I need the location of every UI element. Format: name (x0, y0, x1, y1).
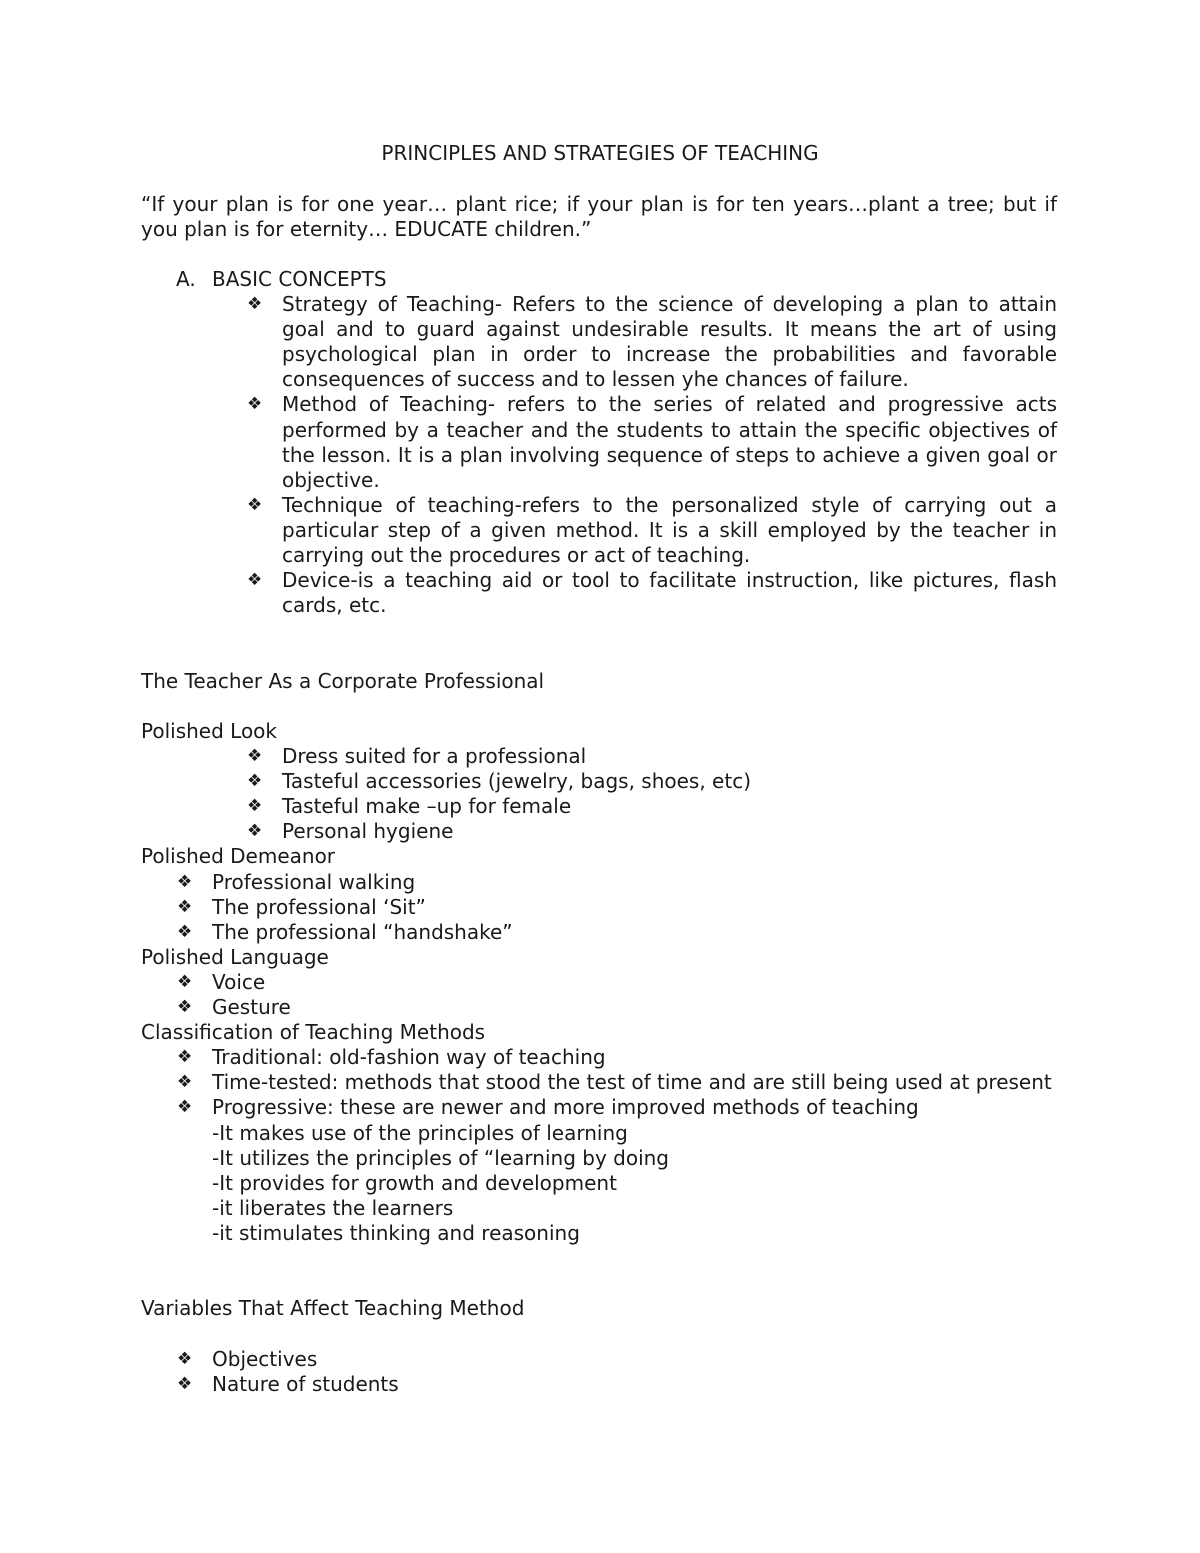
diamond-bullet-icon: ❖ (177, 871, 193, 892)
diamond-bullet-icon: ❖ (177, 1374, 193, 1395)
list-item (247, 819, 1057, 844)
list-item-text: Gesture (212, 995, 291, 1020)
list-item (177, 995, 1057, 1020)
opening-quote: “If your plan is for one year… plant rice; if your plan is for ten years…plant a tree; but if you plan is for eternity… EDUCATE children.” (141, 192, 1057, 242)
list-item (177, 1070, 1057, 1095)
diamond-bullet-icon: ❖ (247, 796, 263, 817)
polished-demeanor-heading: Polished Demeanor (141, 844, 336, 869)
list-item-text: Objectives (212, 1347, 318, 1371)
list-item (247, 392, 1057, 492)
diamond-bullet-icon: ❖ (177, 997, 193, 1018)
basic-concepts-list (247, 292, 1057, 618)
list-item (247, 794, 1057, 819)
list-item (177, 970, 1057, 995)
list-item-text: Progressive: these are newer and more improved methods of teaching (212, 1095, 919, 1120)
list-item (247, 769, 1057, 794)
progressive-sub-item: -It utilizes the principles of “learning by doing (212, 1145, 669, 1170)
diamond-bullet-icon: ❖ (177, 971, 193, 992)
list-item-text: The professional “handshake” (212, 919, 513, 944)
list-item-text: Traditional: old-fashion way of teaching (212, 1045, 606, 1070)
polished-language-list (177, 970, 1057, 1020)
list-item-text: Professional walking (212, 869, 416, 894)
progressive-sub-item: -it liberates the learners (212, 1195, 454, 1220)
list-item-text: Personal hygiene (282, 819, 454, 844)
progressive-sub-item: -It provides for growth and development (212, 1170, 617, 1195)
diamond-bullet-icon: ❖ (177, 1072, 193, 1093)
list-item (177, 1045, 1057, 1070)
list-item (177, 895, 1057, 920)
diamond-bullet-icon: ❖ (247, 570, 263, 591)
diamond-bullet-icon: ❖ (247, 771, 263, 792)
list-item (247, 493, 1057, 568)
list-item-text: Method of Teaching- refers to the series of related and progressive acts performed by a teacher and the students to attain the specific objectives of the lesson. It is a plan involving sequence of steps to achieve a given goal or objective. (282, 392, 1057, 492)
diamond-bullet-icon: ❖ (177, 1097, 193, 1118)
list-item-text: Time-tested: methods that stood the test of time and are still being used at present (212, 1070, 1052, 1095)
list-item (177, 920, 1057, 945)
corporate-professional-heading: The Teacher As a Corporate Professional (141, 669, 545, 693)
diamond-bullet-icon: ❖ (247, 494, 263, 515)
list-item-text: Tasteful make –up for female (282, 794, 572, 819)
professional-qualities-section (141, 719, 1057, 1246)
list-item-text: Strategy of Teaching- Refers to the science of developing a plan to attain goal and to guard against undesirable results. It means the art of using psychological plan in order to increase the probabilities and favorable consequences of success and to lessen yhe chances of failure. (282, 292, 1057, 392)
diamond-bullet-icon: ❖ (177, 921, 193, 942)
list-item-text: The professional ‘Sit” (212, 894, 426, 919)
list-item-text: Dress suited for a professional (282, 744, 587, 769)
progressive-sub-item: -it stimulates thinking and reasoning (212, 1220, 580, 1245)
section-letter: A. (176, 267, 196, 291)
basic-concepts-heading (141, 267, 1057, 292)
section-heading-text: BASIC CONCEPTS (212, 267, 387, 291)
list-item (177, 870, 1057, 895)
diamond-bullet-icon: ❖ (247, 294, 263, 315)
list-item-text: Nature of students (212, 1372, 399, 1397)
list-item-text: Technique of teaching-refers to the personalized style of carrying out a particular step of a given method. It is a skill employed by the teacher in carrying out the procedures or act of teaching. (282, 492, 1057, 568)
list-item (247, 744, 1057, 769)
diamond-bullet-icon: ❖ (177, 896, 193, 917)
list-item (177, 1347, 1057, 1372)
diamond-bullet-icon: ❖ (177, 1047, 193, 1068)
list-item-text: Device-is a teaching aid or tool to facilitate instruction, like pictures, flash cards, etc. (282, 568, 1057, 618)
list-item (247, 568, 1057, 618)
basic-concepts-section (141, 267, 1057, 618)
variables-heading: Variables That Affect Teaching Method (141, 1296, 525, 1320)
polished-language-heading: Polished Language (141, 944, 329, 969)
classification-heading: Classification of Teaching Methods (141, 1020, 486, 1045)
variables-section (141, 1347, 1057, 1397)
variables-list (177, 1347, 1057, 1397)
classification-list (177, 1045, 1057, 1246)
list-item-text: Voice (212, 969, 266, 994)
polished-look-list (247, 744, 1057, 844)
list-item (177, 1095, 1057, 1246)
diamond-bullet-icon: ❖ (247, 821, 263, 842)
list-item-text: Tasteful accessories (jewelry, bags, shoes, etc) (282, 769, 752, 794)
polished-look-heading: Polished Look (141, 719, 277, 743)
diamond-bullet-icon: ❖ (247, 394, 263, 415)
list-item (177, 1372, 1057, 1397)
polished-demeanor-list (177, 870, 1057, 945)
progressive-sub-item: -It makes use of the principles of learning (212, 1120, 628, 1145)
diamond-bullet-icon: ❖ (177, 1349, 193, 1369)
document-title: PRINCIPLES AND STRATEGIES OF TEACHING (381, 141, 819, 165)
diamond-bullet-icon: ❖ (247, 746, 263, 767)
list-item (247, 292, 1057, 392)
